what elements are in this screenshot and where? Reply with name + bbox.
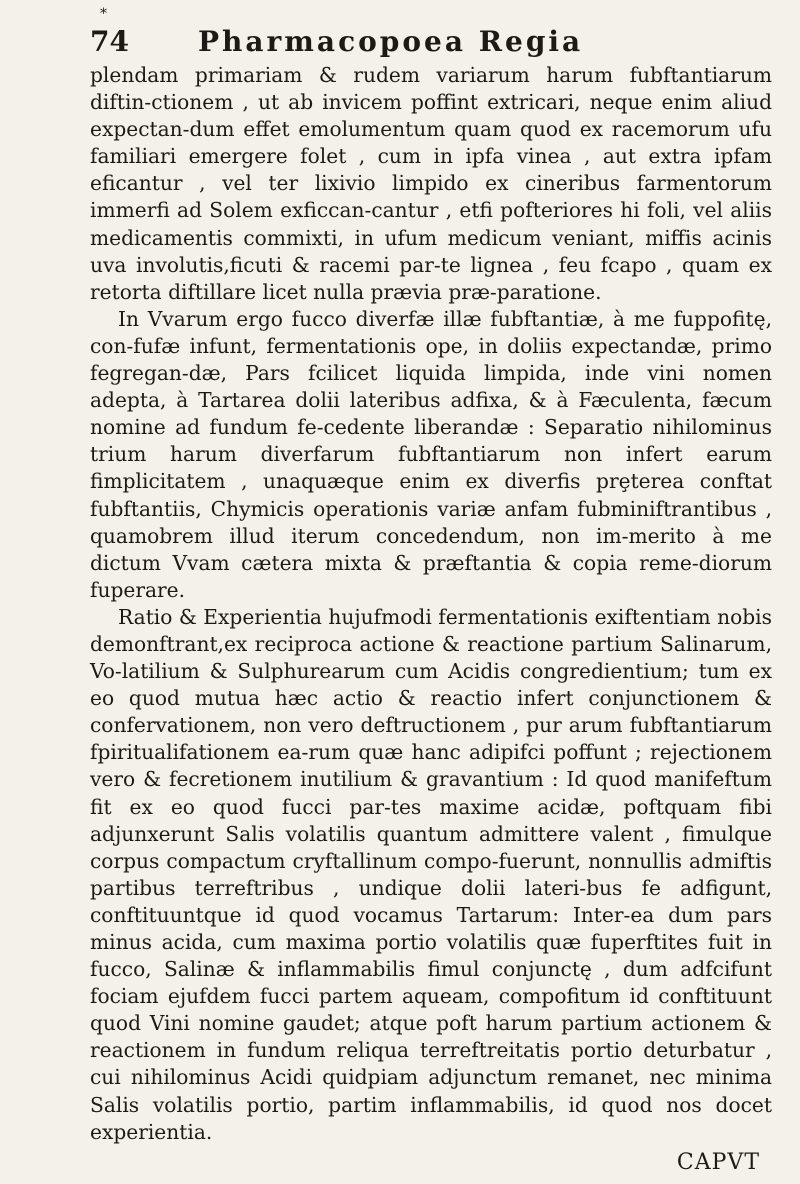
running-head: Pharmacopoea Regia xyxy=(198,25,584,58)
paragraph-1: plendam primariam & rudem variarum harum fubftantiarum diftin-ctionem , ut ab invicem poffint extricari, neque enim aliud expectan-dum effet emolumentum quam quod ex racemorum ufu familiari emergere folet , cum in ipfa vinea , aut extra ipfam eficantur , vel ter lixivio limpido ex cineribus farmentorum immerfi ad Solem exficcan-cantur , etfi pofteriores hi foli, vel aliis medicamentis commixti, in ufum medicum veniant, miffis acinis uva involutis,ficuti & racemi par-te lignea , feu fcapo , quam ex retorta diftillare licet nulla prævia præ-paratione. xyxy=(90,63,772,304)
corner-mark: * xyxy=(100,6,107,22)
page-header xyxy=(90,6,772,58)
paragraph-2: In Vvarum ergo fucco diverfæ illæ fubftantiæ, à me fuppofitę, con-fufæ infunt, fermentationis ope, in doliis expectandæ, primo fegregan-dæ, Pars fcilicet liquida limpida, inde vini nomen adepta, à Tartarea dolii lateribus adfixa, & à Fæculenta, fæcum nomine ad fundum fe-cedente liberandæ : Separatio nihilominus trium harum diverfarum fubftantiarum non infert earum fimplicitatem , unaquæque enim ex diverfis prȩterea conftat fubftantiis, Chymicis operationis variæ anfam fubminiftrantibus , quamobrem illud iterum concedendum, non im-merito à me dictum Vvam cætera mixta & præftantia & copia reme-diorum fuperare. xyxy=(90,306,772,602)
body-text xyxy=(90,62,772,1146)
catchword: CAPVT xyxy=(676,1149,760,1175)
paragraph-3: Ratio & Experientia hujufmodi fermentationis exiftentiam nobis demonftrant,ex reciproca actione & reactione partium Salinarum, Vo-latilium & Sulphurearum cum Acidis congredientium; tum ex eo quod mutua hæc actio & reactio infert conjunctionem & confervationem, non vero deftructionem , pur arum fubftantiarum fpiritualifationem ea-rum quæ hanc adipifci poffunt ; rejectionem vero & fecretionem inutilium & gravantium : Id quod manifeftum fit ex eo quod fucci par-tes maxime acidæ, poftquam fibi adjunxerunt Salis volatilis quantum admittere valent , fimulque corpus compactum cryftallinum compo-fuerunt, nonnullis admiftis partibus terreftribus , undique dolii lateri-bus fe adfigunt, conftituuntque id quod vocamus Tartarum: Inter-ea dum pars minus acida, cum maxima portio volatilis quæ fuperftites fuit in fucco, Salinæ & inflammabilis fimul conjunctę , dum adfcifunt fociam ejufdem fucci partem aqueam, compofitum id conftituunt quod Vini nomine gaudet; atque poft harum partium actionem & reactionem in fundum reliqua terreftreitatis portio deturbatur , cui nihilominus Acidi quidpiam adjunctum remanet, nec minima Salis volatilis portio, partim inflammabilis, id quod nos docet experientia. xyxy=(90,604,772,1144)
page-number: 74 xyxy=(90,25,129,58)
